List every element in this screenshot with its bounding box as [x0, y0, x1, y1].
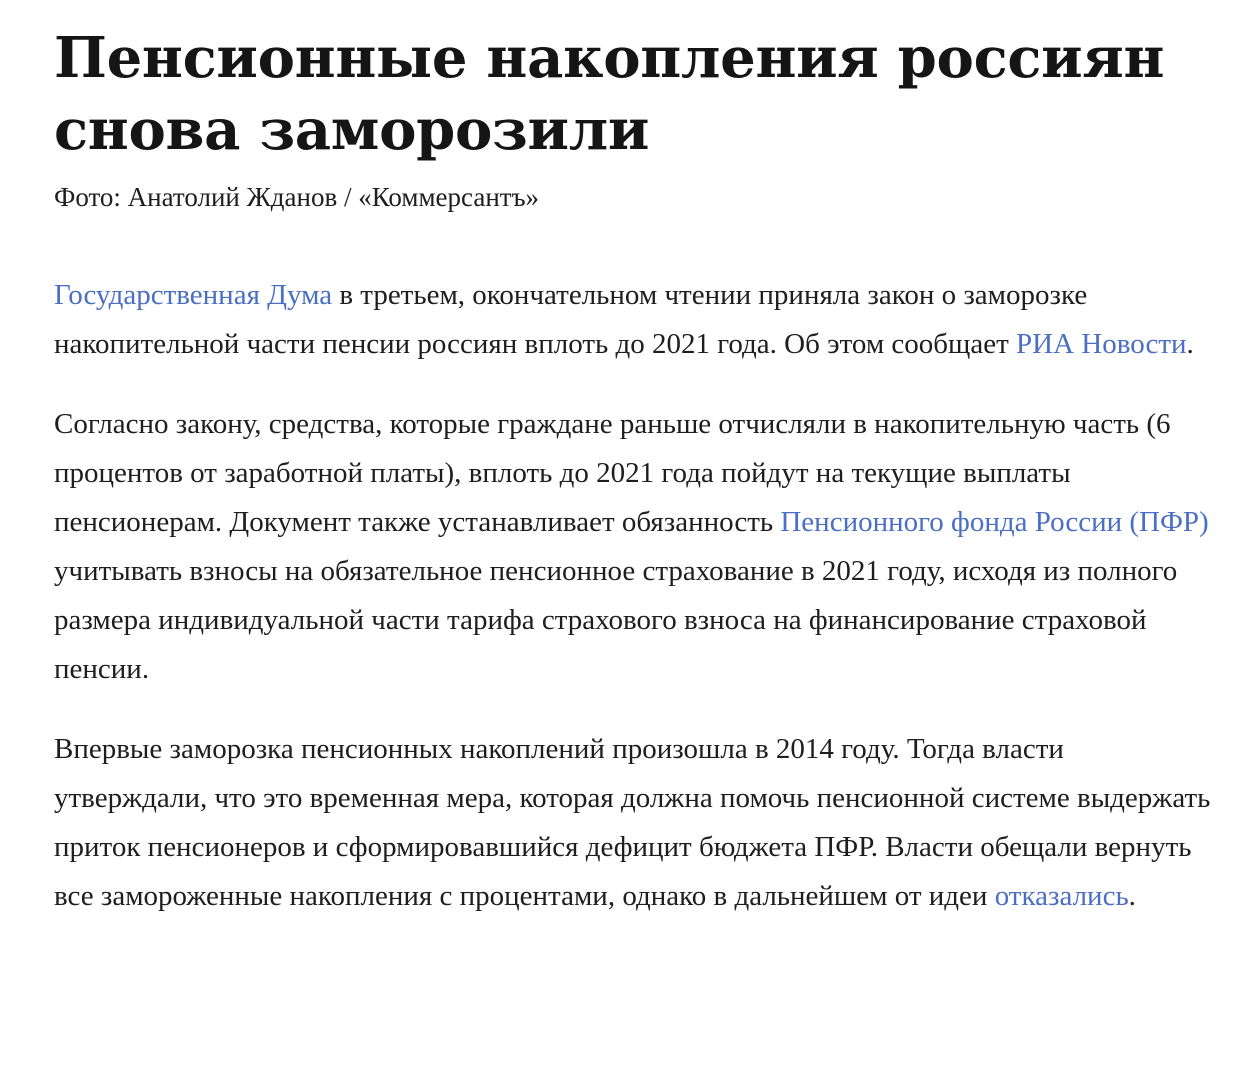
paragraph-2-text-b: учитывать взносы на обязательное пенсионное страхование в 2021 году, исходя из полного размера индивидуальной части тарифа страхового взноса на финансирование страховой пенсии. [54, 555, 1178, 685]
article-paragraph-2 [54, 400, 1224, 694]
photo-credit: Фото: Анатолий Жданов / «Коммерсантъ» [54, 182, 540, 212]
article-paragraph-1 [54, 271, 1224, 369]
paragraph-1-text-b: . [1186, 328, 1194, 360]
paragraph-1-text-a: в третьем, окончательном чтении приняла закон о заморозке накопительной части пенсии россиян вплоть до 2021 года. Об этом сообщает [54, 279, 1088, 360]
link-ria-novosti[interactable]: РИА Новости [1016, 328, 1187, 360]
article-paragraph-3 [54, 725, 1224, 921]
paragraph-3-text-a: Впервые заморозка пенсионных накоплений произошла в 2014 году. Тогда власти утверждали, что это временная мера, которая должна помочь пенсионной системе выдержать приток пенсионеров и сформировавшийся дефицит бюджета ПФР. Власти обещали вернуть все замороженные накопления с процентами, однако в дальнейшем от идеи [54, 733, 1211, 912]
news-article [54, 22, 1224, 921]
paragraph-2-text-a: Согласно закону, средства, которые граждане раньше отчисляли в накопительную часть (6 процентов от заработной платы), вплоть до 2021 года пойдут на текущие выплаты пенсионерам. Документ также устанавливает обязанность [54, 408, 1171, 538]
paragraph-3-text-b: . [1128, 880, 1136, 912]
link-refused[interactable]: отказались [994, 880, 1129, 912]
link-pension-fund[interactable]: Пенсионного фонда России (ПФР) [780, 506, 1209, 538]
article-headline: Пенсионные накопления россиян снова заморозили [54, 25, 1165, 163]
link-state-duma[interactable]: Государственная Дума [54, 279, 333, 311]
